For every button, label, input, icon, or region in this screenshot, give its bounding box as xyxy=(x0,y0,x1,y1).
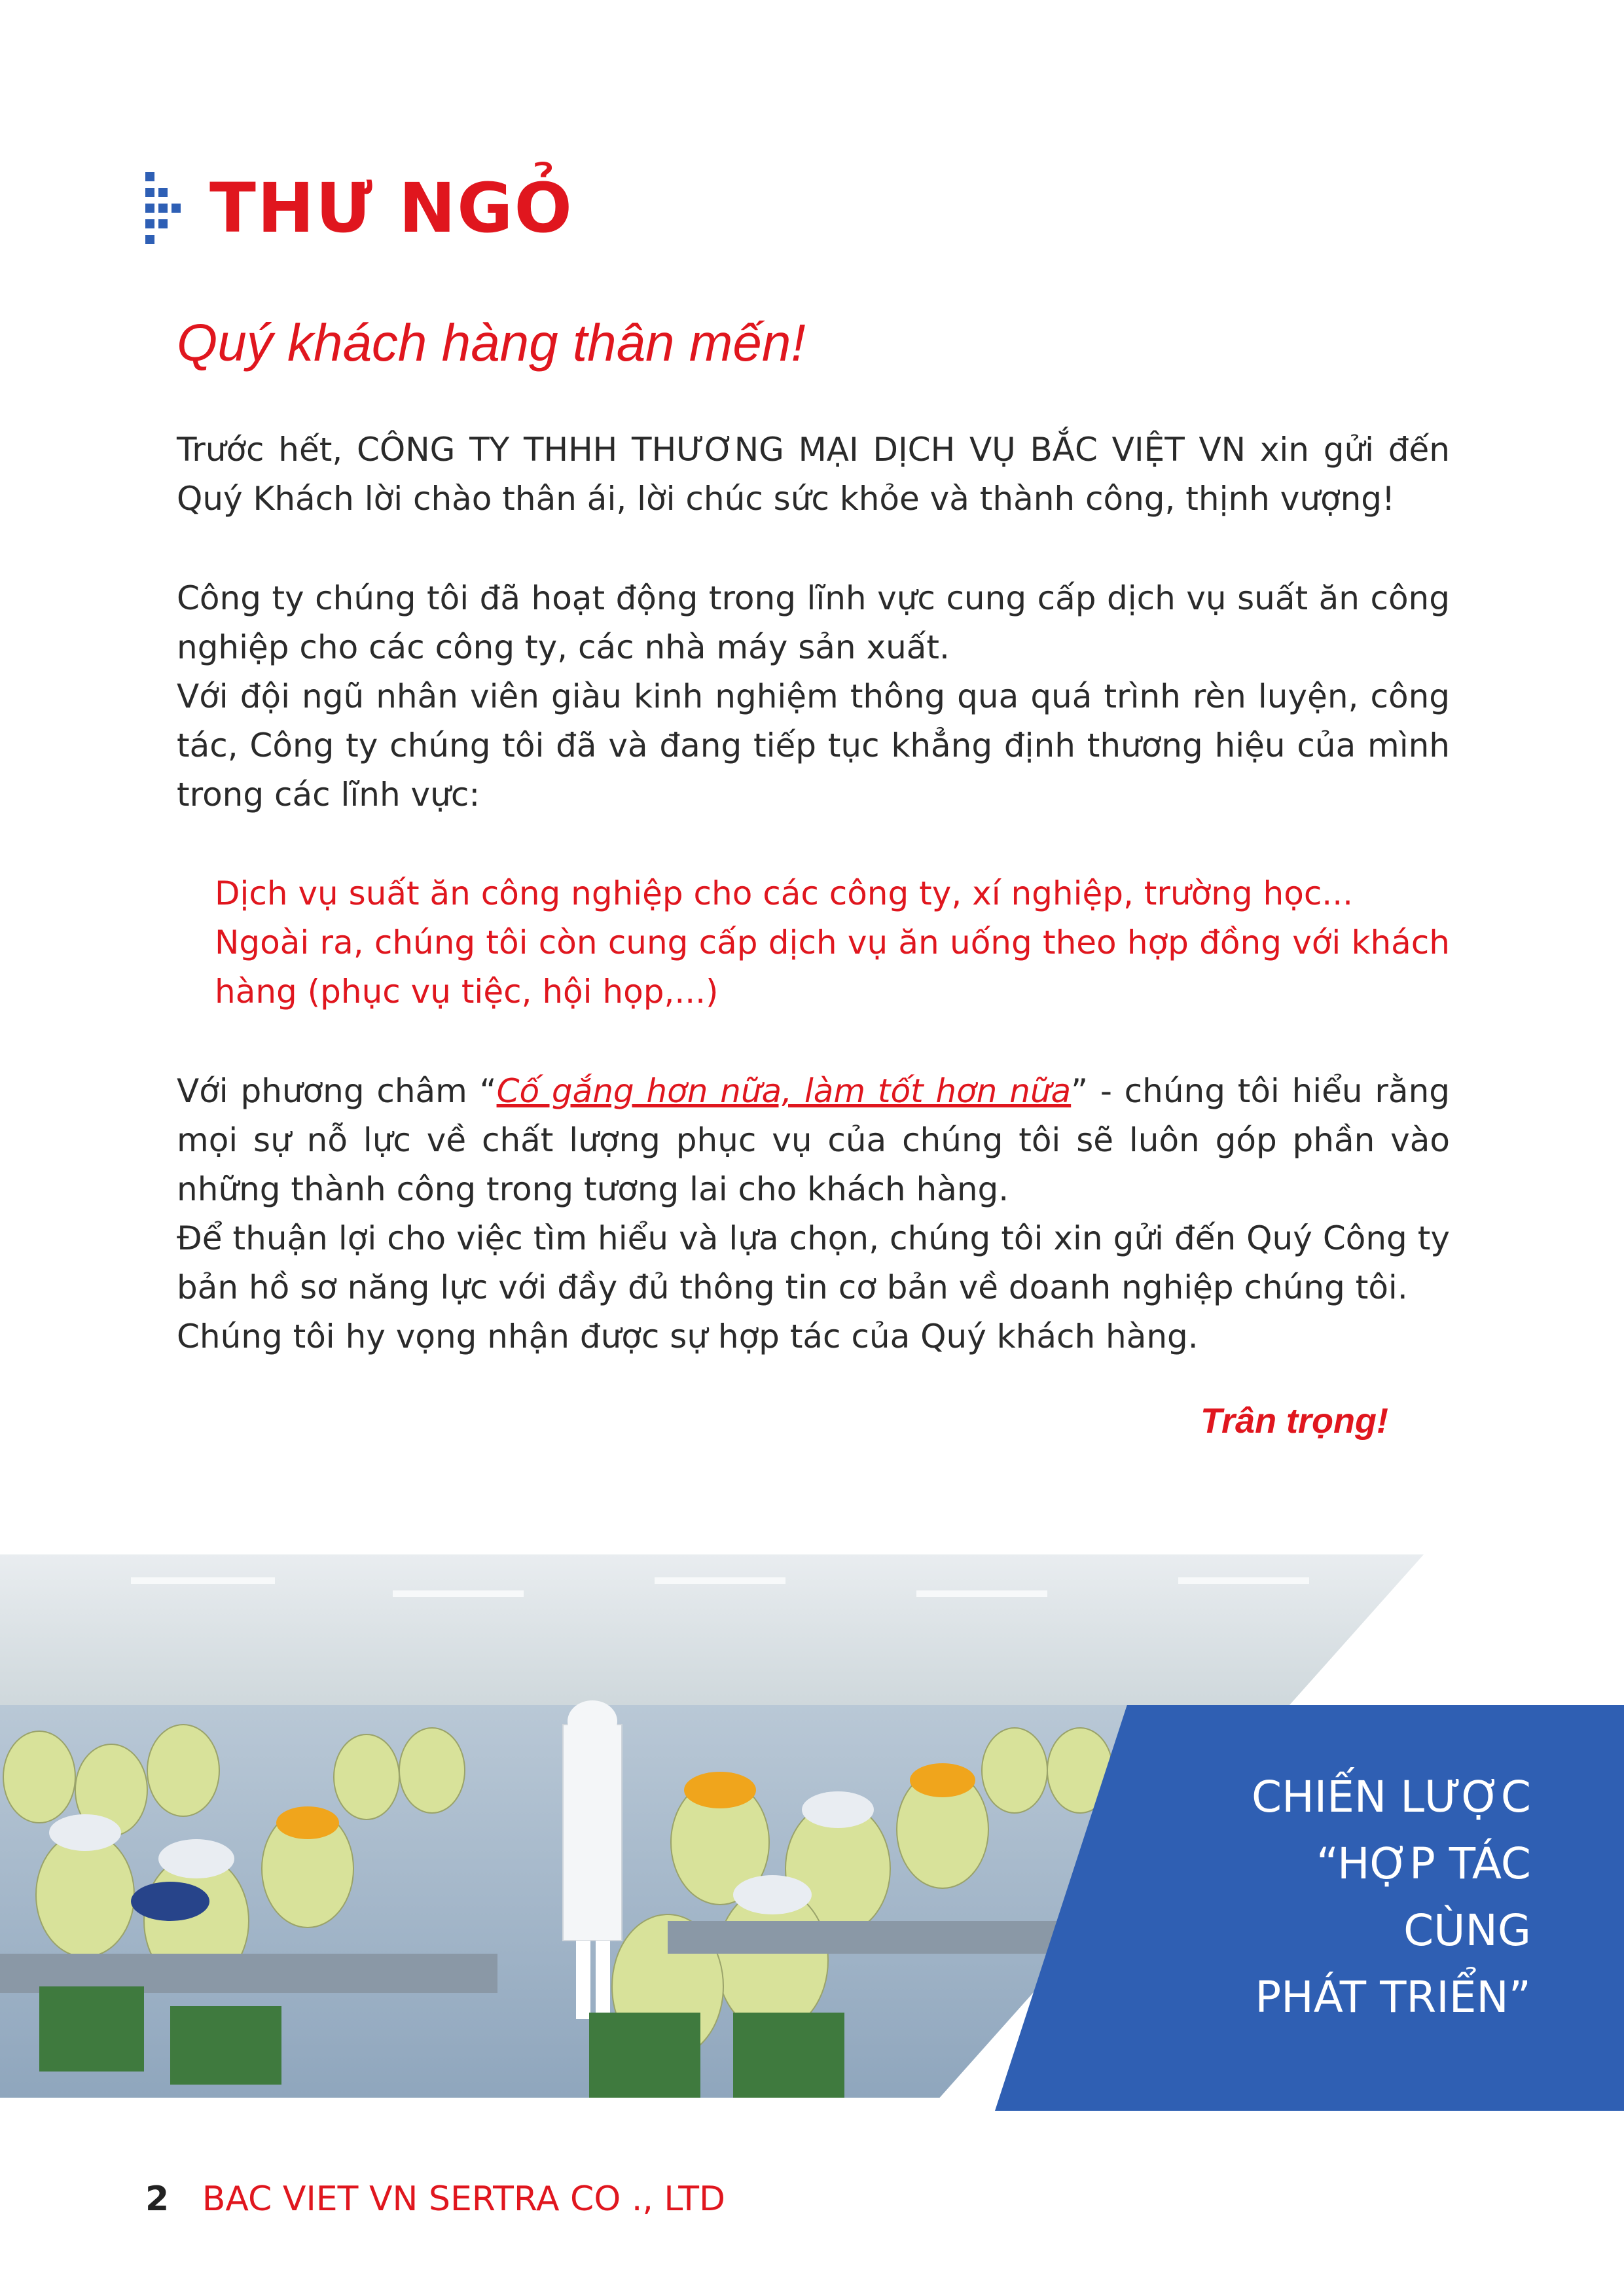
slogan-line: CÙNG xyxy=(1403,1905,1531,1956)
about-text-1: Công ty chúng tôi đã hoạt động trong lĩnh vực cung cấp dịch vụ suất ăn công nghiệp cho các công ty, các nhà máy sản xuất. xyxy=(177,579,1450,666)
slogan-line: “HỢP TÁC xyxy=(1316,1839,1531,1889)
page-number: 2 xyxy=(145,2179,170,2219)
slogan-line: CHIẾN LƯỢC xyxy=(1252,1772,1531,1822)
greeting: Quý khách hàng thân mến! xyxy=(177,314,806,372)
strategy-slogan xyxy=(1073,1764,1531,2031)
motto-paragraph xyxy=(177,1067,1450,1361)
page-title xyxy=(145,169,573,247)
services-list xyxy=(215,869,1450,1016)
service-item: Ngoài ra, chúng tôi còn cung cấp dịch vụ ăn uống theo hợp đồng với khách hàng (phục vụ tiệc, hội họp,...) xyxy=(215,924,1450,1011)
hope-text: Chúng tôi hy vọng nhận được sự hợp tác của Quý khách hàng. xyxy=(177,1318,1199,1355)
service-item: Dịch vụ suất ăn công nghiệp cho các công ty, xí nghiệp, trường học... xyxy=(215,874,1353,912)
motto-text xyxy=(177,1067,1450,1214)
motto-suffix: ” - chúng tôi hiểu rằng mọi sự nỗ lực về chất lượng phục vụ của chúng tôi sẽ luôn góp phần vào những thành công trong tương lai cho khách hàng. xyxy=(177,1072,1450,1208)
about-paragraph xyxy=(177,574,1450,819)
footer-company: BAC VIET VN SERTRA CO ., LTD xyxy=(202,2179,726,2219)
title-text: THƯ NGỎ xyxy=(209,168,573,248)
profile-text: Để thuận lợi cho việc tìm hiểu và lựa chọn, chúng tôi xin gửi đến Quý Công ty bản hồ sơ năng lực với đầy đủ thông tin cơ bản về doanh nghiệp chúng tôi. xyxy=(177,1219,1450,1306)
about-text-2: Với đội ngũ nhân viên giàu kinh nghiệm thông qua quá trình rèn luyện, công tác, Công ty chúng tôi đã và đang tiếp tục khẳng định thương hiệu của mình trong các lĩnh vực: xyxy=(177,677,1450,814)
slogan-line: PHÁT TRIỂN” xyxy=(1255,1972,1531,2022)
signoff: Trân trọng! xyxy=(1200,1401,1388,1441)
motto-quote: Cố gắng hơn nữa, làm tốt hơn nữa xyxy=(496,1072,1072,1110)
motto-prefix: Với phương châm “ xyxy=(177,1072,497,1110)
intro-paragraph xyxy=(177,425,1450,524)
page-footer xyxy=(145,2179,725,2219)
arrow-blocks-icon xyxy=(145,172,191,244)
intro-text: Trước hết, CÔNG TY THHH THƯƠNG MẠI DỊCH VỤ BẮC VIỆT VN xin gửi đến Quý Khách lời chào thân ái, lời chúc sức khỏe và thành công, thịnh vượng! xyxy=(177,431,1450,518)
